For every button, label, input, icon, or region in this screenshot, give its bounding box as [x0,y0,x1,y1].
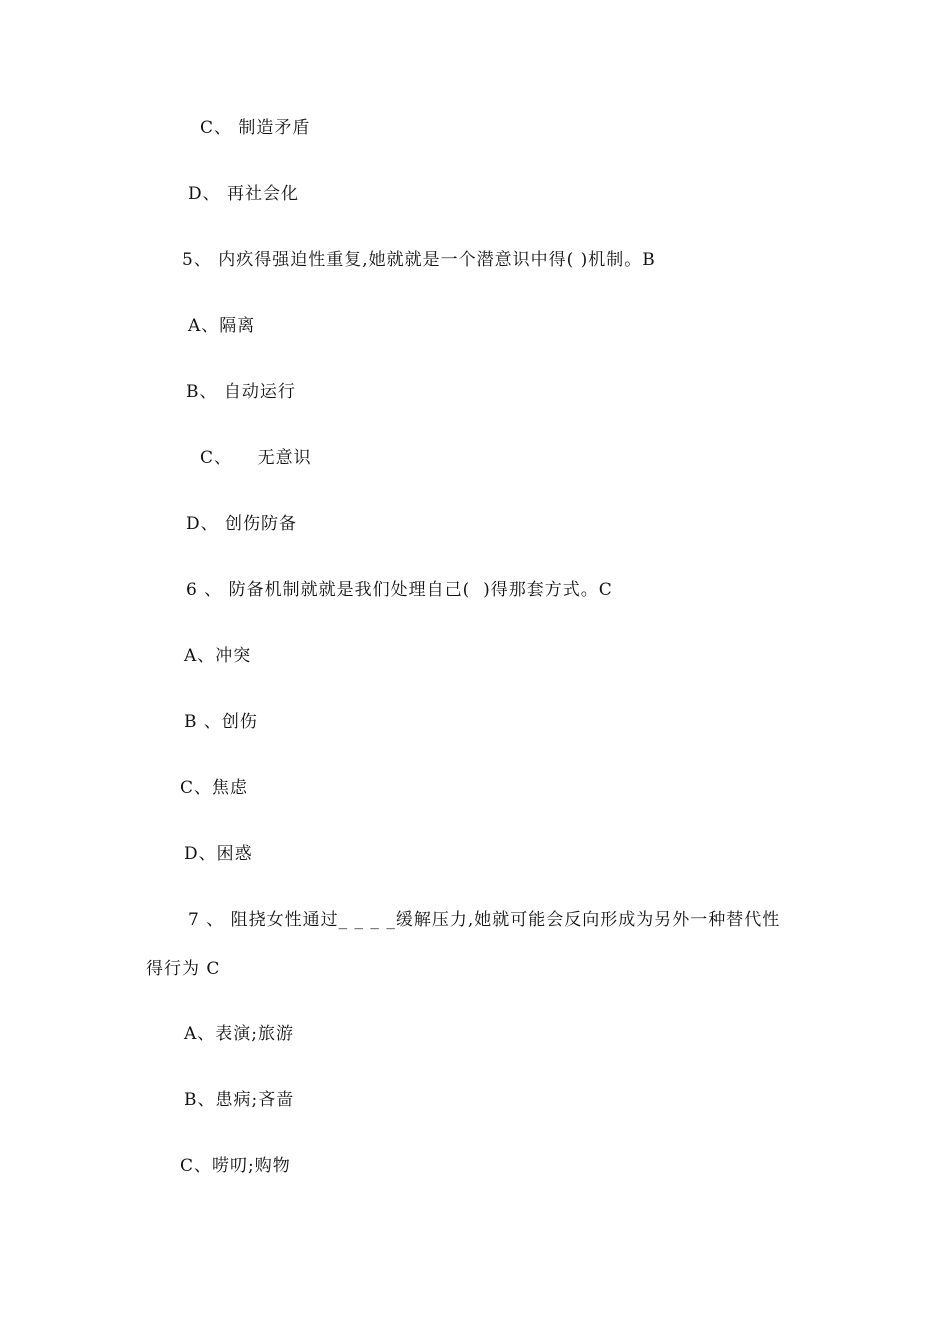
option-d-q5: D、 创伤防备 [186,514,298,534]
option-a-q5: A、隔离 [188,316,256,336]
option-c-q6: C、焦虑 [180,778,249,798]
option-c-q4: C、 制造矛盾 [200,118,311,138]
option-d-q6: D、困惑 [184,844,253,864]
option-d-q4: D、 再社会化 [188,184,300,204]
question-5: 5、 内疚得强迫性重复,她就就是一个潜意识中得( )机制。B [182,250,656,270]
option-b-q7: B、患病;吝啬 [184,1090,295,1110]
question-7: 7 、 阻挠女性通过_ _ _ _缓解压力,她就可能会反向形成为另外一种替代性 [188,910,781,930]
option-c-q7: C、唠叨;购物 [180,1156,291,1176]
option-b-q5: B、 自动运行 [186,382,296,402]
option-b-q6: B 、创伤 [184,712,258,732]
option-a-q7: A、表演;旅游 [184,1024,295,1044]
option-a-q6: A、冲突 [184,646,252,666]
question-7-continued: 得行为 C [146,959,221,979]
option-c-q5: C、 无意识 [200,448,312,468]
question-6: 6 、 防备机制就就是我们处理自己( )得那套方式。C [186,580,613,600]
